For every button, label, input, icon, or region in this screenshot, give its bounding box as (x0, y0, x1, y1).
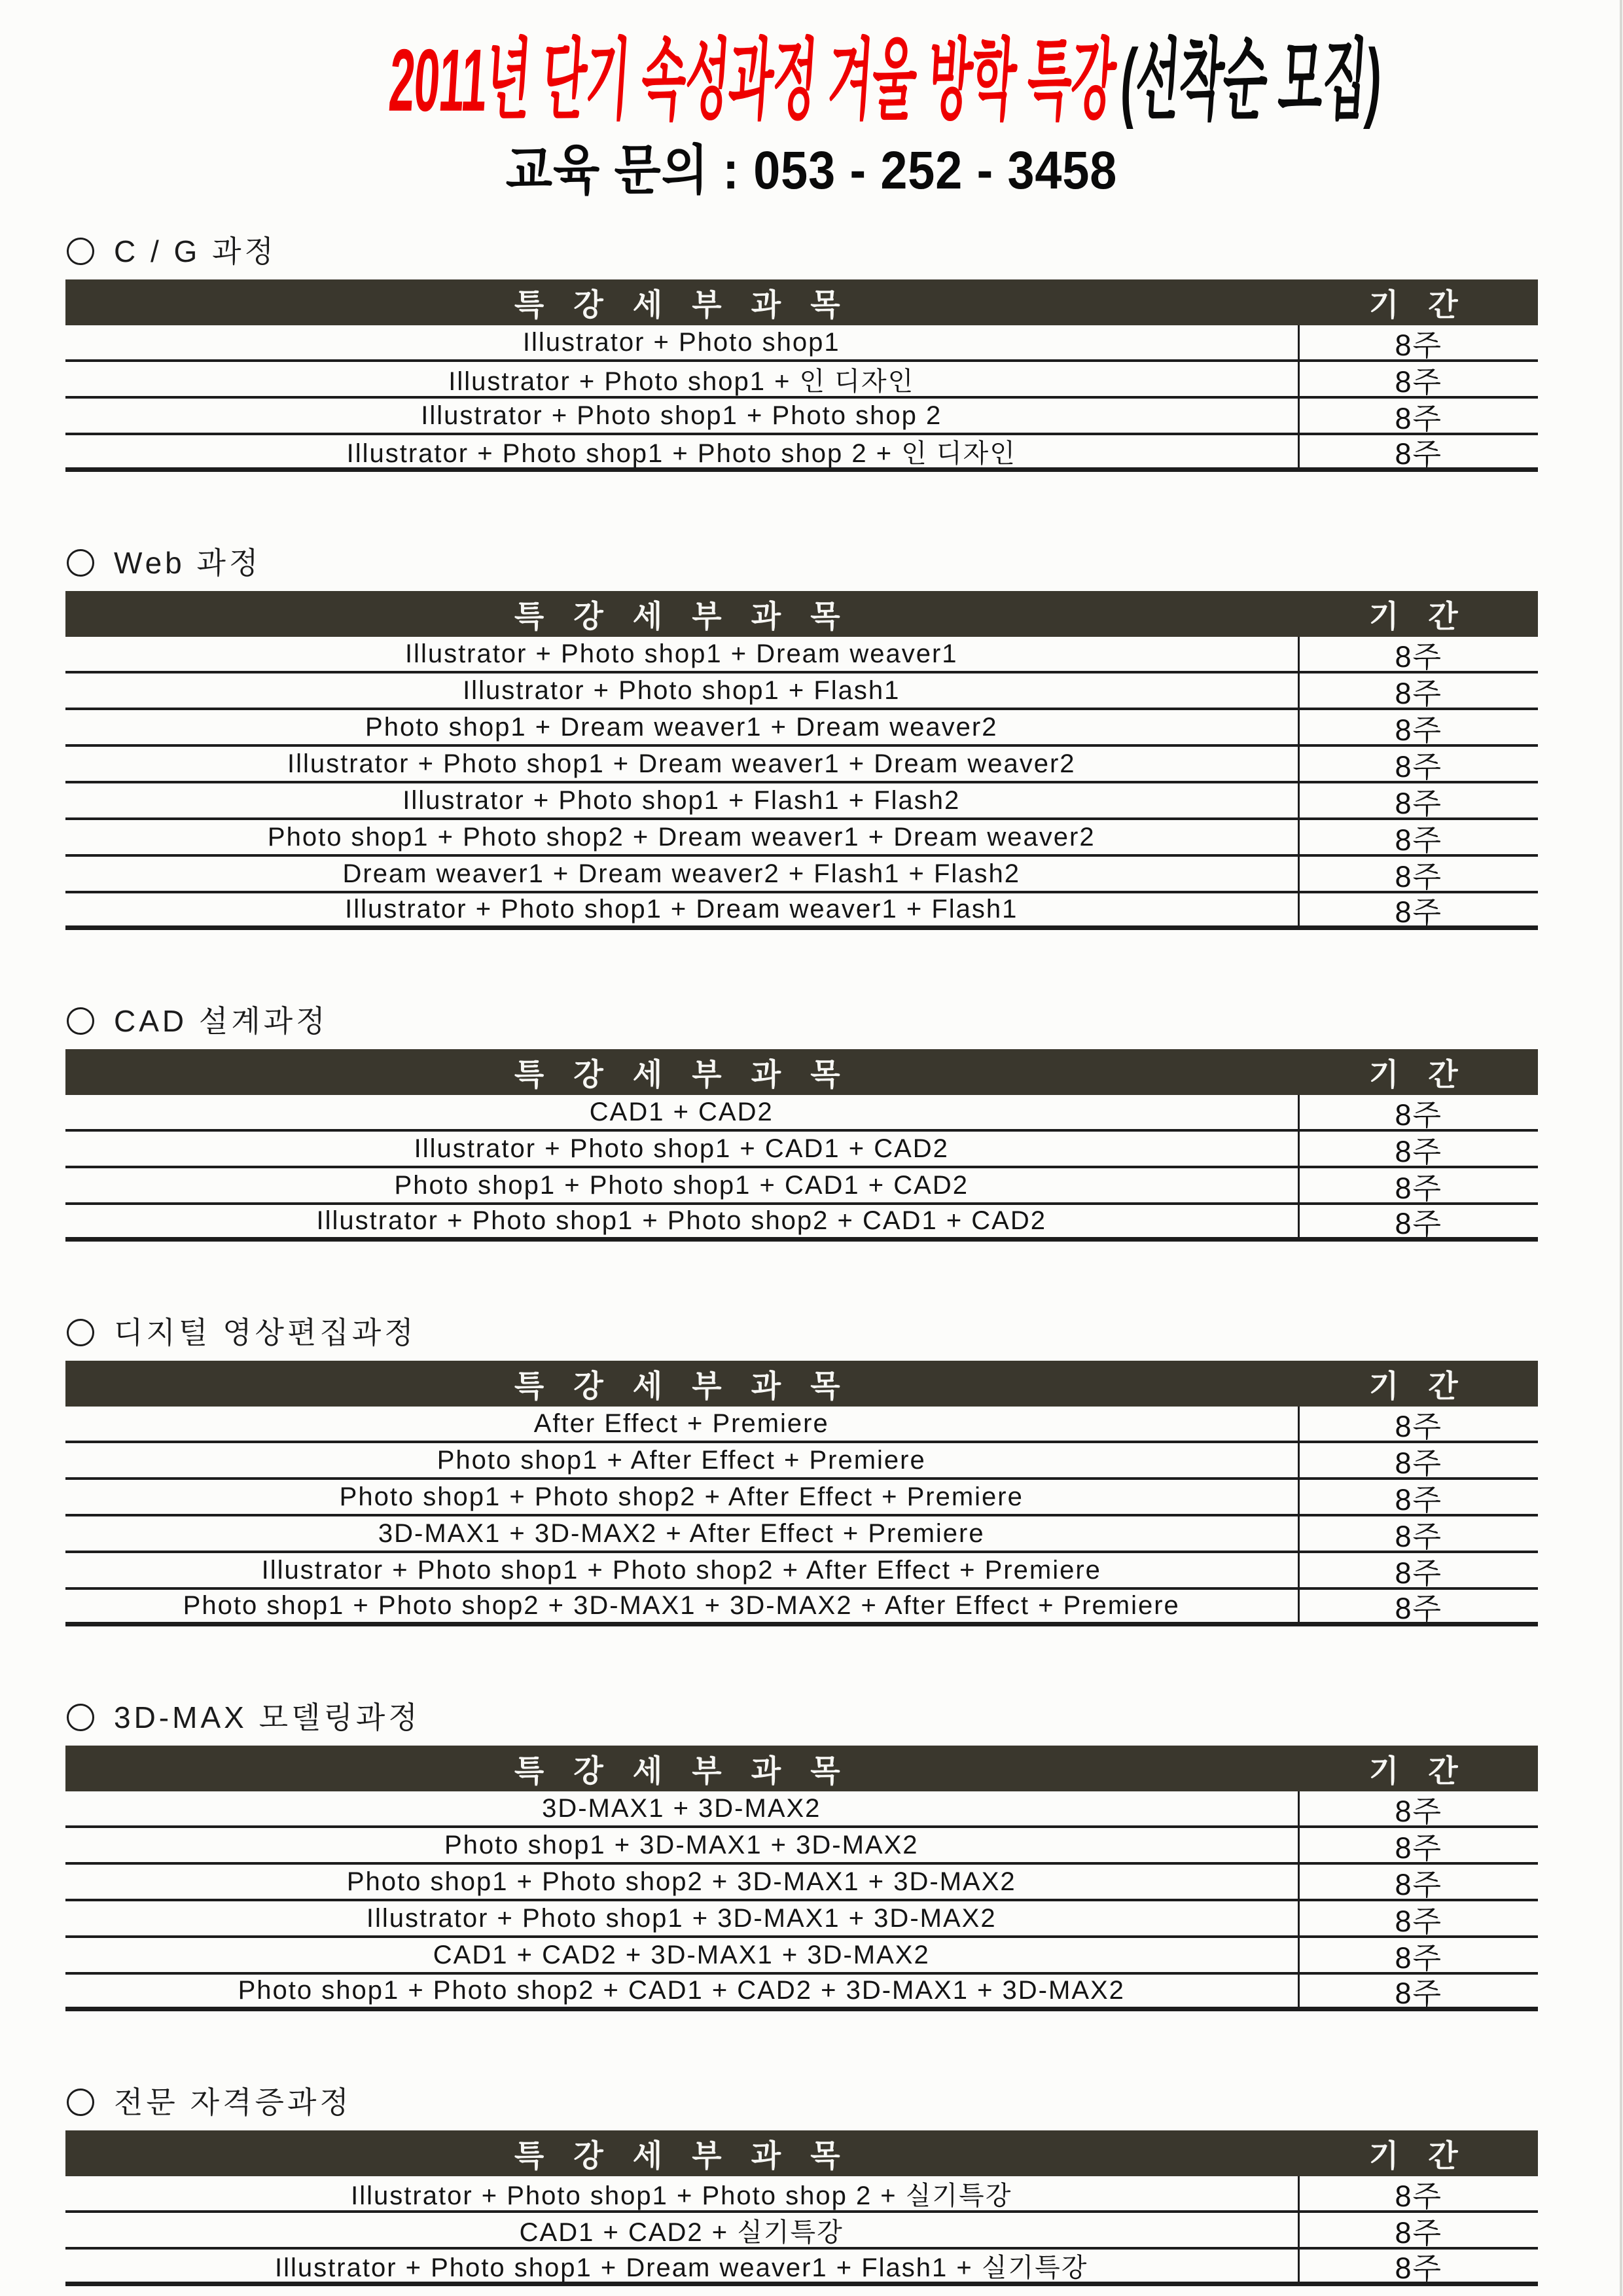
course-duration-cell: 8주 (1395, 1831, 1442, 1865)
section-title-text: 디지털 영상편집과정 (114, 1316, 417, 1350)
course-row (65, 783, 1538, 820)
section-title-text: 전문 자격증과정 (114, 2085, 352, 2119)
table-body (65, 637, 1538, 930)
course-row (65, 435, 1538, 472)
course-duration-cell: 8주 (1395, 1904, 1442, 1938)
course-subject-cell: Illustrator + Photo shop1 + Flash1 (65, 673, 1300, 708)
course-subject-cell: Illustrator + Photo shop1 + Dream weaver1 + Dream weaver2 (65, 747, 1300, 781)
page-title-note: (선착순 모집) (1118, 31, 1384, 130)
circle-bullet-icon (67, 238, 94, 265)
course-subject-cell: Illustrator + Photo shop1 + Photo shop 2 + 인 디자인 (65, 435, 1300, 467)
course-table (65, 1746, 1538, 2011)
column-header-subject: 특 강 세 부 과 목 (514, 287, 851, 322)
course-row (65, 673, 1538, 710)
course-duration-cell: 8주 (1395, 859, 1442, 893)
course-row (65, 820, 1538, 857)
course-duration-cell: 8주 (1395, 1134, 1442, 1168)
course-section (65, 232, 1538, 472)
course-row (65, 1553, 1538, 1590)
course-row (65, 1407, 1538, 1443)
course-section (65, 2083, 1538, 2286)
course-row (65, 1791, 1538, 1828)
course-duration-cell: 8주 (1395, 1446, 1442, 1480)
contact-phone-line: 교육 문의 : 053 - 252 - 3458 (505, 141, 1118, 200)
scan-edge-artifact (1620, 0, 1622, 2296)
course-section (65, 1698, 1538, 2011)
course-subject-cell: After Effect + Premiere (65, 1407, 1300, 1441)
course-subject-cell: 3D-MAX1 + 3D-MAX2 (65, 1791, 1300, 1825)
course-subject-cell: Illustrator + Photo shop1 + CAD1 + CAD2 (65, 1132, 1300, 1166)
course-row (65, 2250, 1538, 2286)
course-subject-cell: Photo shop1 + Photo shop1 + CAD1 + CAD2 (65, 1168, 1300, 1202)
course-sections (0, 232, 1538, 2286)
course-subject-cell: Illustrator + Photo shop1 + 인 디자인 (65, 362, 1300, 396)
table-header-row (65, 1049, 1538, 1095)
course-subject-cell: Illustrator + Photo shop1 + 3D-MAX1 + 3D-MAX2 (65, 1901, 1300, 1935)
course-subject-cell: Dream weaver1 + Dream weaver2 + Flash1 + Flash2 (65, 857, 1300, 891)
course-subject-cell: Photo shop1 + Photo shop2 + 3D-MAX1 + 3D-MAX2 (65, 1865, 1300, 1899)
course-row (65, 362, 1538, 399)
column-header-duration: 기 간 (1368, 1753, 1469, 1788)
section-title (67, 232, 1538, 270)
course-duration-cell: 8주 (1395, 1592, 1442, 1625)
table-body (65, 325, 1538, 472)
course-subject-cell: Illustrator + Photo shop1 (65, 325, 1300, 359)
table-header-row (65, 1746, 1538, 1791)
column-header-duration: 기 간 (1368, 287, 1469, 322)
course-subject-cell: CAD1 + CAD2 + 3D-MAX1 + 3D-MAX2 (65, 1938, 1300, 1972)
course-row (65, 1480, 1538, 1516)
section-title-text: CAD 설계과정 (114, 1004, 329, 1038)
course-duration-cell: 8주 (1395, 1941, 1442, 1975)
course-row (65, 637, 1538, 673)
course-subject-cell: Illustrator + Photo shop1 + Photo shop 2 (65, 399, 1300, 433)
course-duration-cell: 8주 (1395, 1977, 1442, 2010)
section-title-text: Web 과정 (114, 546, 262, 580)
course-duration-cell: 8주 (1395, 1482, 1442, 1516)
table-body (65, 2176, 1538, 2286)
column-header-subject: 특 강 세 부 과 목 (514, 1368, 851, 1403)
course-row (65, 1865, 1538, 1901)
column-header-duration: 기 간 (1368, 1056, 1469, 1092)
course-table (65, 2130, 1538, 2286)
course-subject-cell: CAD1 + CAD2 (65, 1095, 1300, 1129)
course-subject-cell: Photo shop1 + Photo shop2 + CAD1 + CAD2 + 3D-MAX1 + 3D-MAX2 (65, 1975, 1300, 2007)
course-duration-cell: 8주 (1395, 328, 1442, 362)
course-row (65, 325, 1538, 362)
course-subject-cell: Photo shop1 + Dream weaver1 + Dream weaver2 (65, 710, 1300, 744)
course-subject-cell: Illustrator + Photo shop1 + Dream weaver1 (65, 637, 1300, 671)
course-table (65, 591, 1538, 930)
section-title (67, 2083, 1538, 2121)
course-row (65, 1975, 1538, 2011)
course-subject-cell: Illustrator + Photo shop1 + Dream weaver1 + Flash1 (65, 893, 1300, 925)
table-header-row (65, 279, 1538, 325)
table-body (65, 1095, 1538, 1242)
course-duration-cell: 8주 (1395, 786, 1442, 820)
section-title (67, 1698, 1538, 1736)
page-title (386, 31, 1384, 130)
table-header-row (65, 1361, 1538, 1407)
course-subject-cell: Photo shop1 + Photo shop2 + 3D-MAX1 + 3D-MAX2 + After Effect + Premiere (65, 1590, 1300, 1622)
circle-bullet-icon (67, 549, 94, 577)
course-row (65, 1095, 1538, 1132)
column-header-subject: 특 강 세 부 과 목 (514, 2138, 851, 2173)
course-row (65, 1828, 1538, 1865)
course-duration-cell: 8주 (1395, 895, 1442, 929)
course-subject-cell: Illustrator + Photo shop1 + Dream weaver1 + Flash1 + 실기특강 (65, 2250, 1300, 2282)
column-header-duration: 기 간 (1368, 2138, 1469, 2173)
section-title-text: C / G 과정 (114, 234, 277, 268)
masthead (0, 0, 1623, 201)
section-title (67, 1314, 1538, 1352)
column-header-subject: 특 강 세 부 과 목 (514, 1056, 851, 1092)
course-row (65, 399, 1538, 435)
course-duration-cell: 8주 (1395, 1207, 1442, 1240)
course-table (65, 279, 1538, 472)
column-header-subject: 특 강 세 부 과 목 (514, 1753, 851, 1788)
course-row (65, 747, 1538, 783)
course-duration-cell: 8주 (1395, 823, 1442, 857)
course-subject-cell: Illustrator + Photo shop1 + Flash1 + Flash2 (65, 783, 1300, 817)
table-body (65, 1407, 1538, 1626)
course-duration-cell: 8주 (1395, 1794, 1442, 1828)
course-subject-cell: Illustrator + Photo shop1 + Photo shop2 + CAD1 + CAD2 (65, 1205, 1300, 1237)
circle-bullet-icon (67, 1704, 94, 1731)
course-duration-cell: 8주 (1395, 2251, 1442, 2285)
course-section (65, 544, 1538, 930)
column-header-subject: 특 강 세 부 과 목 (514, 598, 851, 634)
course-duration-cell: 8주 (1395, 639, 1442, 673)
course-duration-cell: 8주 (1395, 1171, 1442, 1205)
course-duration-cell: 8주 (1395, 749, 1442, 783)
course-row (65, 1516, 1538, 1553)
section-title (67, 1002, 1538, 1040)
section-title-text: 3D-MAX 모델링과정 (114, 1700, 421, 1734)
page-title-main: 2011년 단기 속성과정 겨울 방학 특강 (386, 31, 1118, 130)
table-header-row (65, 2130, 1538, 2176)
course-subject-cell: Photo shop1 + After Effect + Premiere (65, 1443, 1300, 1477)
course-duration-cell: 8주 (1395, 1867, 1442, 1901)
course-row (65, 1443, 1538, 1480)
course-duration-cell: 8주 (1395, 713, 1442, 747)
circle-bullet-icon (67, 1319, 94, 1346)
course-row (65, 710, 1538, 747)
course-subject-cell: Photo shop1 + Photo shop2 + After Effect + Premiere (65, 1480, 1300, 1514)
course-row (65, 1168, 1538, 1205)
course-duration-cell: 8주 (1395, 401, 1442, 435)
course-row (65, 1590, 1538, 1626)
course-duration-cell: 8주 (1395, 1098, 1442, 1132)
course-table (65, 1361, 1538, 1626)
course-subject-cell: CAD1 + CAD2 + 실기특강 (65, 2213, 1300, 2247)
course-duration-cell: 8주 (1395, 1556, 1442, 1590)
column-header-duration: 기 간 (1368, 1368, 1469, 1403)
course-table (65, 1049, 1538, 1242)
course-duration-cell: 8주 (1395, 2215, 1442, 2250)
course-row (65, 1205, 1538, 1242)
circle-bullet-icon (67, 2089, 94, 2116)
table-header-row (65, 591, 1538, 637)
course-subject-cell: Photo shop1 + Photo shop2 + Dream weaver1 + Dream weaver2 (65, 820, 1300, 854)
course-subject-cell: Illustrator + Photo shop1 + Photo shop 2 + 실기특강 (65, 2176, 1300, 2210)
course-subject-cell: Photo shop1 + 3D-MAX1 + 3D-MAX2 (65, 1828, 1300, 1862)
table-body (65, 1791, 1538, 2011)
course-duration-cell: 8주 (1395, 676, 1442, 710)
course-section (65, 1314, 1538, 1626)
course-subject-cell: 3D-MAX1 + 3D-MAX2 + After Effect + Premiere (65, 1516, 1300, 1551)
course-duration-cell: 8주 (1395, 437, 1442, 471)
course-row (65, 2213, 1538, 2250)
course-row (65, 1938, 1538, 1975)
course-duration-cell: 8주 (1395, 1519, 1442, 1553)
course-duration-cell: 8주 (1395, 1409, 1442, 1443)
course-section (65, 1002, 1538, 1242)
course-row (65, 2176, 1538, 2213)
course-duration-cell: 8주 (1395, 365, 1442, 399)
course-row (65, 1901, 1538, 1938)
course-row (65, 857, 1538, 893)
course-duration-cell: 8주 (1395, 2179, 1442, 2213)
course-row (65, 1132, 1538, 1168)
section-title (67, 544, 1538, 582)
column-header-duration: 기 간 (1368, 598, 1469, 634)
course-row (65, 893, 1538, 930)
circle-bullet-icon (67, 1007, 94, 1035)
course-subject-cell: Illustrator + Photo shop1 + Photo shop2 + After Effect + Premiere (65, 1553, 1300, 1587)
